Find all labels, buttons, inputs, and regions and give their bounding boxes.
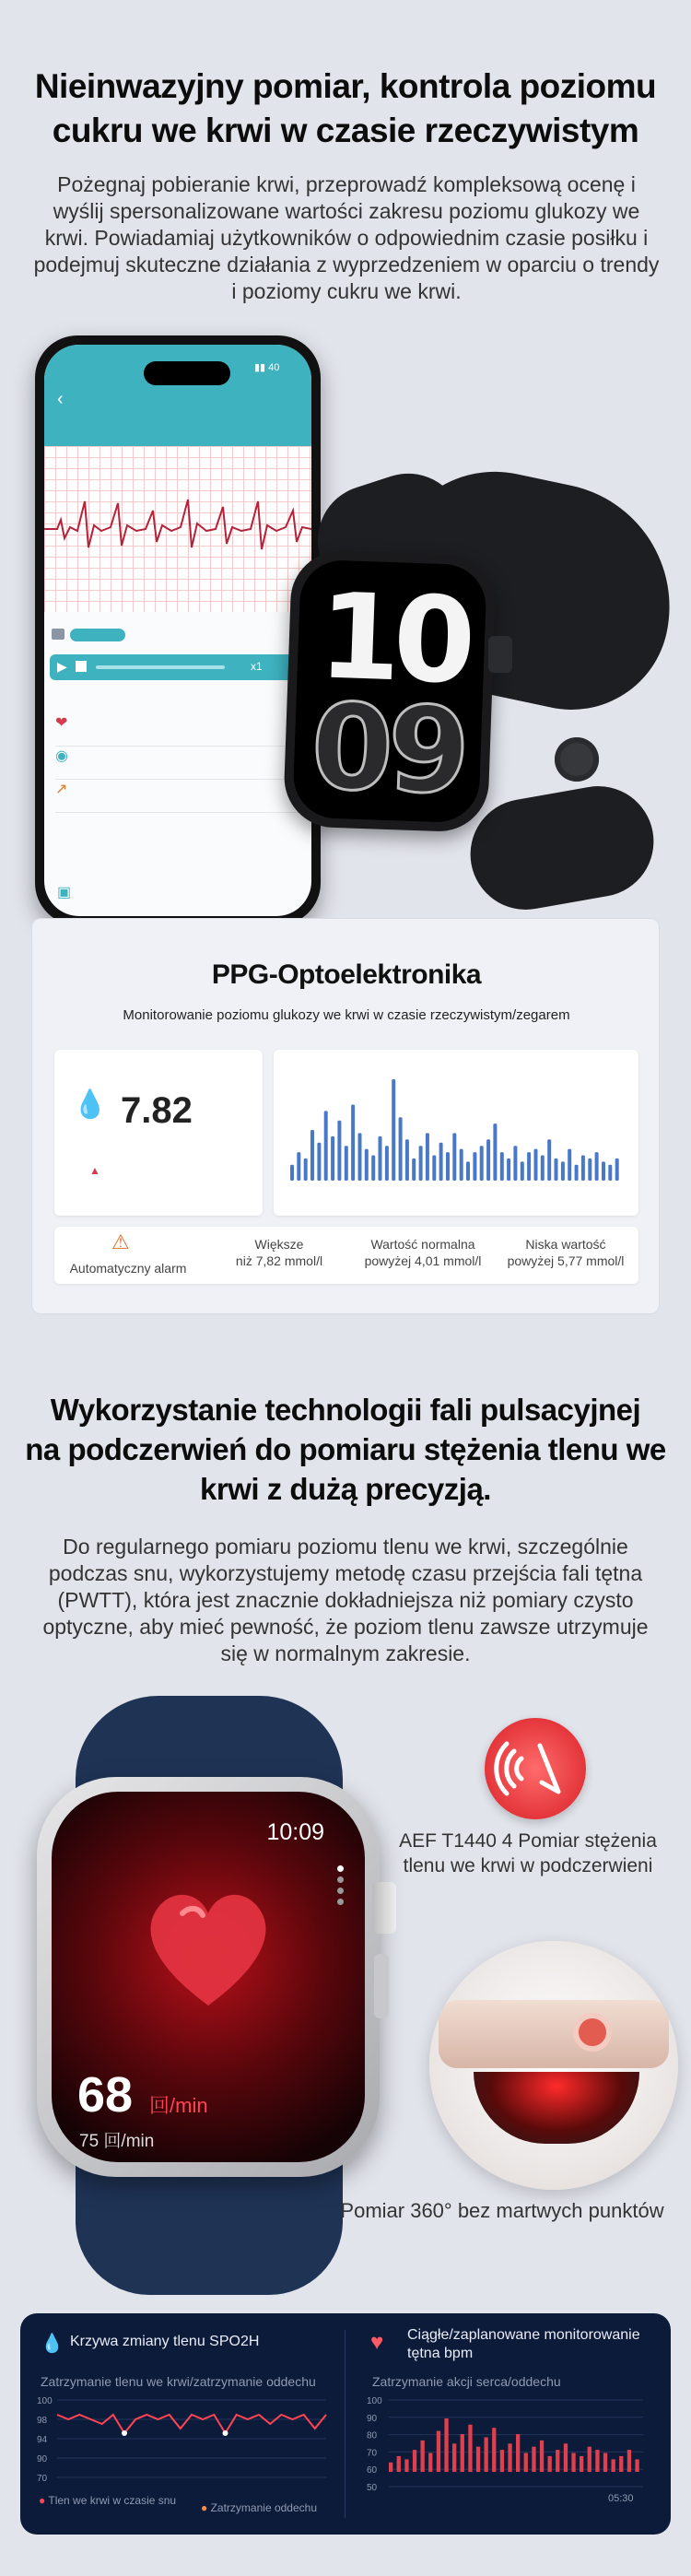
hr-bar	[612, 2459, 615, 2472]
hr-bar	[627, 2450, 631, 2472]
trend-up-icon: ▲	[89, 1164, 100, 1177]
ppg-card	[31, 918, 660, 1314]
hr-tick-label: 90	[367, 2413, 378, 2424]
glucose-bar	[588, 1159, 591, 1181]
spo2-line	[57, 2415, 326, 2433]
hr-bar	[580, 2456, 583, 2472]
section1-title-line1: Nieinwazyjny pomiar, kontrola poziomu	[34, 67, 657, 105]
glucose-bar	[521, 1161, 524, 1181]
hr-bar	[461, 2434, 464, 2472]
hr-bar	[588, 2447, 591, 2472]
glucose-bar	[337, 1121, 341, 1181]
hr-bar	[619, 2456, 623, 2472]
glucose-bar	[290, 1165, 294, 1181]
glucose-bar	[331, 1136, 334, 1181]
spo2-tick-label: 100	[37, 2396, 53, 2406]
watch1	[283, 549, 497, 833]
hr-unit: 回/min	[149, 2094, 208, 2117]
hr-tick-label: 60	[367, 2465, 378, 2476]
hr-bar	[516, 2434, 520, 2472]
hr-monitor-title-line1: Ciągłe/zaplanowane monitorowanie	[407, 2327, 640, 2343]
watch1-hours: 10	[316, 568, 471, 711]
play-icon[interactable]: ▶	[57, 659, 67, 674]
glucose-bar	[555, 1159, 558, 1181]
hr-bar	[548, 2456, 552, 2472]
section2-description: Do regularnego pomiaru poziomu tlenu we krwi, szczególnie podczas snu, wykorzystujemy metodę czasu przejścia fali tętna (PWTT), która jest znacznie dokładniejsza niż pomiary czysto optyczne, aby mieć pewność, że poziom tlenu zawsze utrzymuje się w normalnym zakresie.	[42, 1535, 649, 1665]
spo2-title: Krzywa zmiany tlenu SPO2H	[70, 2334, 260, 2349]
trend-icon: ↗	[55, 782, 68, 797]
list-row-trend[interactable]	[55, 780, 300, 813]
alarm-label: Automatyczny alarm	[69, 1261, 187, 1276]
watch-side-body	[439, 2000, 669, 2068]
glucose-bar	[310, 1130, 314, 1181]
sensor-back-view	[429, 1941, 678, 2190]
glucose-bar	[473, 1152, 476, 1181]
spo2-tick-label: 70	[37, 2474, 48, 2483]
legend-sleep-label: Tlen we krwi w czasie snu	[48, 2494, 177, 2507]
hr-bar	[508, 2443, 511, 2472]
section2-title-line1: Wykorzystanie technologii fali pulsacyjnej	[50, 1393, 641, 1427]
glucose-bar	[358, 1133, 362, 1181]
glucose-bar	[385, 1146, 389, 1181]
watch2-screen	[52, 1792, 365, 2162]
stop-icon[interactable]	[76, 661, 87, 672]
hr-bar	[476, 2447, 480, 2472]
stat-low-value: powyżej 5,77 mmol/l	[507, 1253, 625, 1268]
hr-tick-label: 70	[367, 2448, 378, 2459]
glucose-bar	[561, 1161, 565, 1181]
section2-title	[0, 1390, 691, 1509]
glucose-bar	[297, 1152, 300, 1181]
hr-bar	[532, 2447, 535, 2472]
playback-bar	[50, 654, 306, 680]
glucose-bar	[392, 1079, 395, 1181]
legend-apnea: ● Zatrzymanie oddechu	[201, 2501, 317, 2514]
ecg-wave	[44, 446, 311, 612]
app-header	[44, 345, 311, 446]
caption-360: Pomiar 360° bez martwych punktów	[340, 2199, 664, 2222]
watch2	[37, 1777, 380, 2177]
glucose-bar	[527, 1152, 531, 1181]
glucose-bar	[466, 1161, 470, 1181]
hr-bar	[428, 2453, 432, 2473]
watch2-side-button	[374, 1954, 389, 2018]
glucose-bar	[452, 1133, 456, 1181]
watch2-strap-bottom	[76, 2157, 343, 2295]
stat-higher	[215, 1236, 344, 1269]
list-row-oxygen[interactable]	[55, 747, 300, 780]
hr-bar	[413, 2450, 416, 2472]
watch2-time: 10:09	[266, 1819, 324, 1845]
hr-value: 68	[77, 2067, 134, 2123]
hr-bar	[389, 2463, 392, 2472]
hr-tick-label: 50	[367, 2483, 378, 2493]
glucose-bar	[426, 1133, 429, 1181]
section2-title-line2: na podczerwień do pomiaru stężenia tlenu we	[25, 1432, 666, 1466]
glucose-bar	[399, 1117, 403, 1181]
stat-low-title: Niska wartość	[525, 1237, 606, 1252]
stat-normal	[349, 1236, 497, 1269]
hr-bar	[404, 2459, 408, 2472]
infrared-caption-line2: tlenu we krwi w podczerwieni	[403, 1855, 653, 1876]
glucose-bar	[534, 1149, 538, 1181]
alarm-icon: ⚠	[111, 1230, 130, 1253]
glucose-bar	[446, 1152, 450, 1181]
hr-bar	[397, 2456, 401, 2472]
hr-bar	[524, 2453, 528, 2473]
hr-bar	[492, 2428, 496, 2472]
hr-time-label: 05:30	[608, 2493, 634, 2504]
ppg-stats-row	[54, 1227, 638, 1284]
glucose-bar	[371, 1156, 375, 1182]
crown-red-icon	[573, 2013, 612, 2052]
infrared-signal-icon	[485, 1718, 586, 1819]
hr-bar	[468, 2425, 472, 2472]
glucose-tile	[54, 1050, 263, 1216]
hr-monitor-subtitle: Zatrzymanie akcji serca/oddechu	[372, 2374, 561, 2389]
phone-screen	[44, 345, 311, 916]
glucose-bar	[595, 1152, 599, 1181]
glucose-value: 7.82	[121, 1090, 193, 1131]
hr-bar	[635, 2459, 638, 2472]
hr-bar	[595, 2450, 599, 2472]
phone-mockup	[35, 335, 321, 925]
list-row-heart[interactable]	[55, 713, 300, 747]
glucose-bar	[432, 1156, 436, 1182]
dynamic-island	[144, 361, 230, 385]
spo2-point	[122, 2430, 127, 2436]
hr-bar-chart	[367, 2394, 652, 2505]
glucose-bar	[547, 1139, 551, 1181]
hr-bar	[500, 2450, 504, 2472]
watch1-strap-bottom	[462, 778, 662, 919]
section1-title-line2: cukru we krwi w czasie rzeczywistym	[52, 112, 639, 149]
glucose-bar	[500, 1152, 504, 1181]
glucose-chart-tile	[274, 1050, 638, 1216]
calendar-icon[interactable]	[52, 629, 64, 640]
hr-bar	[603, 2453, 607, 2473]
stat-normal-value: powyżej 4,01 mmol/l	[364, 1253, 482, 1268]
hr-monitor-title-line2: tętna bpm	[407, 2346, 474, 2361]
spo2-line-chart	[35, 2394, 332, 2483]
infrared-caption	[376, 1829, 680, 1878]
stat-low	[497, 1236, 635, 1269]
glucose-bar	[513, 1146, 517, 1181]
glucose-bar	[541, 1156, 545, 1182]
heart-icon-large	[135, 1873, 282, 2020]
hr-tick-label: 100	[367, 2396, 382, 2406]
spo2-tick-label: 90	[37, 2454, 48, 2464]
hr-sub: 75 回/min	[79, 2132, 155, 2151]
glucose-bar	[439, 1143, 443, 1181]
hr-bar	[540, 2441, 544, 2472]
back-icon[interactable]: ‹	[57, 389, 64, 409]
infrared-caption-line1: AEF T1440 4 Pomiar stężenia	[399, 1830, 657, 1852]
ppg-title: PPG-Optoelektronika	[211, 959, 482, 990]
hr-bar	[485, 2438, 488, 2473]
hr-bar	[421, 2441, 425, 2472]
strap-pin-icon	[555, 737, 599, 782]
ppg-subtitle: Monitorowanie poziomu glukozy we krwi w czasie rzeczywistym/zegarem	[123, 1007, 570, 1023]
watch2-crown	[372, 1882, 396, 1934]
glucose-bar	[460, 1149, 463, 1181]
panel-divider	[345, 2330, 346, 2518]
speed-label[interactable]: x1	[251, 660, 263, 673]
glucose-bar	[486, 1139, 490, 1181]
hr-bar	[444, 2418, 448, 2472]
glucose-bar	[568, 1149, 571, 1181]
hr-bar	[452, 2443, 456, 2472]
glucose-bar	[412, 1159, 416, 1181]
glucose-bar-chart	[274, 1050, 638, 1216]
glucose-bar	[480, 1146, 484, 1181]
date-pill[interactable]	[70, 629, 125, 641]
spo2-point	[223, 2430, 228, 2436]
glucose-bar	[317, 1143, 321, 1181]
tab-icon[interactable]: ▣	[57, 885, 72, 900]
section2-title-line3: krwi z dużą precyzją.	[200, 1472, 491, 1506]
glucose-bar	[608, 1165, 612, 1181]
spo2-subtitle: Zatrzymanie tlenu we krwi/zatrzymanie oddechu	[41, 2374, 316, 2389]
section1-title	[0, 65, 691, 153]
monitoring-panel	[20, 2313, 671, 2535]
spo2-tick-label: 94	[37, 2435, 48, 2445]
status-bar: ▮▮ 40	[254, 362, 280, 373]
ecg-chart	[44, 446, 311, 612]
hr-bar	[571, 2453, 575, 2473]
sensor-red-light	[474, 2072, 639, 2144]
glucose-bar	[507, 1159, 510, 1181]
watch1-screen	[292, 559, 487, 824]
hr-bar	[564, 2443, 568, 2472]
legend-apnea-label: Zatrzymanie oddechu	[210, 2501, 317, 2514]
heart-icon: ❤	[55, 715, 68, 731]
digital-crown	[488, 636, 512, 673]
spo2-tick-label: 98	[37, 2416, 48, 2426]
spo2-icon: 💧	[41, 2334, 64, 2354]
glucose-bar	[365, 1149, 369, 1181]
legend-sleep: ● Tlen we krwi w czasie snu	[39, 2494, 177, 2507]
glucose-bar	[581, 1156, 585, 1182]
heart-rate-icon: ♥	[370, 2330, 384, 2355]
hr-monitor-title	[407, 2326, 640, 2363]
glucose-bar	[351, 1105, 355, 1182]
glucose-bar	[575, 1165, 579, 1181]
hr-bar	[437, 2431, 440, 2472]
glucose-bar	[493, 1123, 497, 1181]
hr-bar	[556, 2450, 559, 2472]
scroll-dots-icon	[337, 1865, 345, 1921]
glucose-bar	[419, 1146, 423, 1181]
glucose-bar	[324, 1111, 328, 1181]
glucose-bar	[304, 1159, 308, 1181]
glucose-bar	[345, 1146, 348, 1181]
hr-tick-label: 80	[367, 2430, 378, 2441]
glucose-bar	[379, 1136, 382, 1181]
glucose-bar	[615, 1159, 619, 1181]
oxygen-icon: ◉	[55, 748, 68, 764]
blood-drop-icon: 💧	[73, 1089, 108, 1120]
progress-track[interactable]	[96, 665, 225, 669]
glucose-bar	[602, 1161, 605, 1181]
watch1-minutes: 09	[309, 678, 467, 821]
stat-higher-value: niż 7,82 mmol/l	[235, 1253, 323, 1268]
glucose-bar	[405, 1139, 409, 1181]
stat-normal-title: Wartość normalna	[370, 1237, 475, 1252]
stat-higher-title: Większe	[254, 1237, 304, 1252]
section1-description: Pożegnaj pobieranie krwi, przeprowadź kompleksową ocenę i wyślij spersonalizowane wartości zakresu poziomu glukozy we krwi. Powiadamiaj użytkowników o odpowiednim czasie posiłku i podejmuj skuteczne działania z wyprzedzeniem w oparciu o trendy i poziomy cukru we krwi.	[33, 172, 660, 303]
